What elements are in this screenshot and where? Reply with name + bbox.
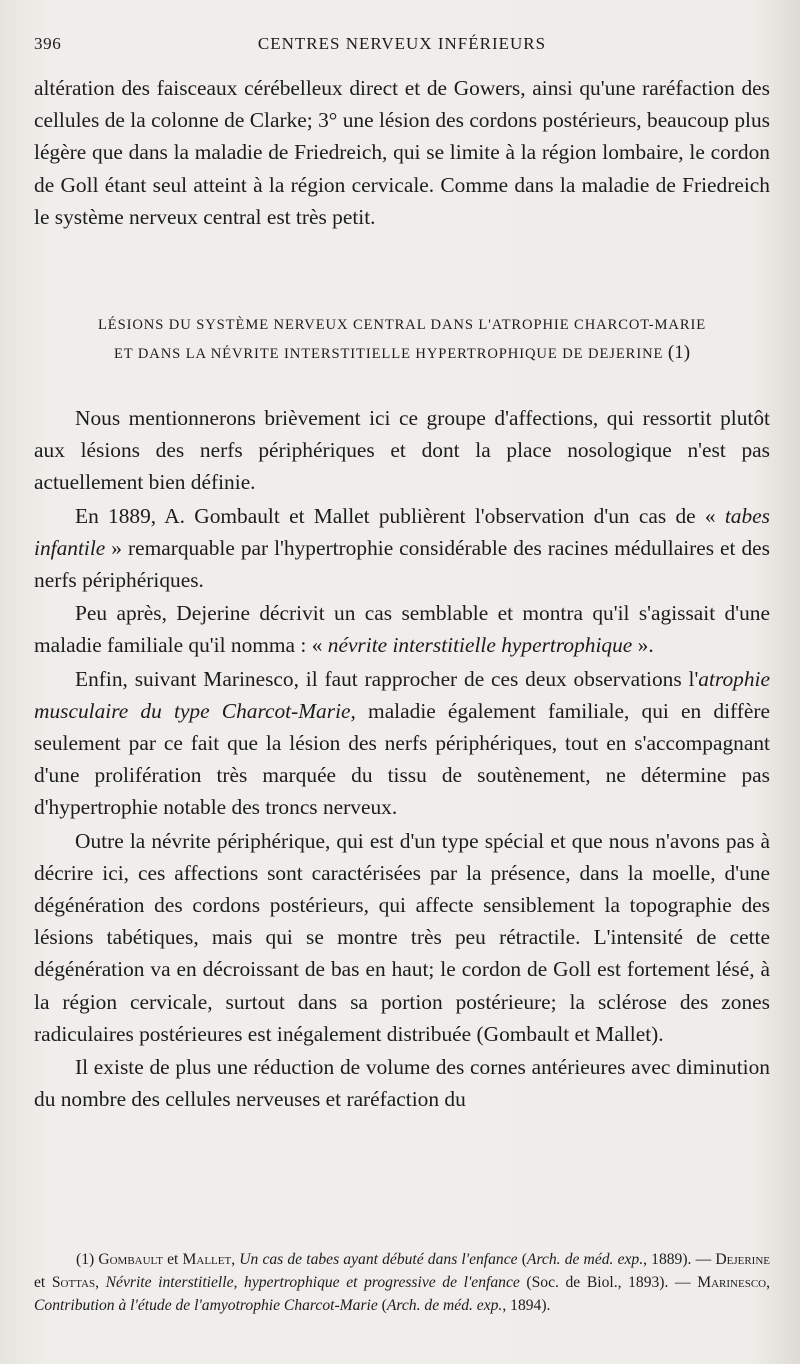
footnote-author-marinesco: Marinesco (697, 1274, 767, 1292)
footnote-author-dejerine: Dejerine (715, 1251, 770, 1268)
footnote-sep: , (231, 1251, 240, 1268)
section-title-line-2: ET DANS LA NÉVRITE INTERSTITIELLE HYPERTROPHIQUE DE DEJERINE (113, 346, 664, 362)
footnote-sep: , (95, 1274, 106, 1292)
intro-paragraph (34, 72, 770, 233)
footnote-source-1b: , 1889). — (643, 1251, 716, 1268)
footnote-source-3b: , 1894). (502, 1297, 551, 1315)
footnote-reference: (1) (667, 342, 691, 363)
paragraph-4-text-a: Enfin, suivant Marinesco, il faut rapprocher de ces deux observations l' (75, 666, 699, 691)
footnote-1 (34, 1248, 770, 1318)
paragraph-4 (34, 663, 770, 824)
footnote-sep: et (162, 1251, 183, 1268)
footnote-source-3a: ( (377, 1297, 387, 1315)
paragraph-2-text-a: En 1889, A. Gombault et Mallet publièrent l'observation d'un cas de « (75, 503, 725, 528)
footnote-title-2: Névrite interstitielle, hypertrophique et progressive de l'enfance (105, 1274, 520, 1292)
footnote-author-sottas: Sottas (51, 1274, 96, 1292)
paragraph-5: Outre la névrite périphérique, qui est d'un type spécial et que nous n'avons pas à décrire ici, ces affections sont caractérisées par la présence, dans la moelle, d'une dégénération des cordons postérieurs, qui affecte sensiblement la topographie des lésions tabétiques, mais qui se montre très peu rétractile. L'intensité de cette dégénération va en décroissant de bas en haut; le cordon de Goll est fortement lésé, à la région cervicale, surtout dans sa portion postérieure; la sclérose des zones radiculaires postérieures est inégalement distribuée (Gombault et Mallet). (34, 828, 770, 1046)
footnote-source-1a: ( (517, 1251, 527, 1268)
running-title: CENTRES NERVEUX INFÉRIEURS (257, 34, 547, 53)
footnotes (34, 1248, 770, 1318)
paragraph-4-italic: atrophie musculaire du type Charcot-Marie (34, 666, 770, 723)
paragraph-3 (34, 597, 770, 661)
paragraph-6: Il existe de plus une réduction de volume des cornes antérieures avec diminution du nombre des cellules nerveuses et raréfaction du (34, 1055, 770, 1112)
paragraph-2-italic: tabes infantile (34, 503, 770, 560)
footnote-source-3-italic: Arch. de méd. exp. (386, 1297, 503, 1315)
paragraph-1: Nous mentionnerons brièvement ici ce groupe d'affections, qui ressortit plutôt aux lésions des nerfs périphériques et dont la place nosologique n'est pas actuellement bien définie. (34, 406, 770, 495)
paragraph-4-text-b: , maladie également familiale, qui en diffère seulement par ce fait que la lésion des nerfs périphériques, tout en s'accompagnant d'une prolifération très marquée du tissu de soutènement, ne détermine pas d'hypertrophie notable des troncs nerveux. (34, 698, 771, 820)
footnote-sep: , (766, 1274, 771, 1292)
footnote-source-2: (Soc. de Biol., 1893). — (519, 1274, 698, 1292)
page-header (34, 34, 770, 60)
footnote-source-1-italic: Arch. de méd. exp. (526, 1251, 644, 1268)
main-text (34, 402, 770, 1116)
section-title-line-1: LÉSIONS DU SYSTÈME NERVEUX CENTRAL DANS L'ATROPHIE CHARCOT-MARIE (97, 317, 707, 333)
paragraph-3-text-b: ». (632, 633, 654, 658)
section-heading (34, 312, 770, 368)
footnote-number: (1) (76, 1251, 99, 1268)
intro-text: altération des faisceaux cérébelleux direct et de Gowers, ainsi qu'une raréfaction des cellules de la colonne de Clarke; 3° une lésion des cordons postérieurs, beaucoup plus légère que dans la maladie de Friedreich, qui se limite à la région lombaire, le cordon de Goll étant seul atteint à la région cervicale. Comme dans la maladie de Friedreich le système nerveux central est très petit. (34, 76, 770, 229)
footnote-sep: et (34, 1274, 52, 1292)
paragraph-3-italic: névrite interstitielle hypertrophique (327, 633, 633, 658)
paragraph-3-text-a: Peu après, Dejerine décrivit un cas semblable et montra qu'il s'agissait d'une maladie familiale qu'il nomma : « (34, 601, 770, 658)
footnote-title-1: Un cas de tabes ayant débuté dans l'enfance (239, 1251, 518, 1268)
paragraph-2-text-b: » remarquable par l'hypertrophie considérable des racines médullaires et des nerfs périphériques. (34, 535, 770, 593)
footnote-author-gombault: Gombault (98, 1251, 163, 1268)
paragraph-2 (34, 500, 770, 597)
section-title-line-2-wrap (34, 339, 770, 368)
footnote-title-3: Contribution à l'étude de l'amyotrophie Charcot-Marie (34, 1297, 378, 1315)
footnote-author-mallet: Mallet (182, 1251, 232, 1268)
page-number: 396 (34, 34, 62, 53)
